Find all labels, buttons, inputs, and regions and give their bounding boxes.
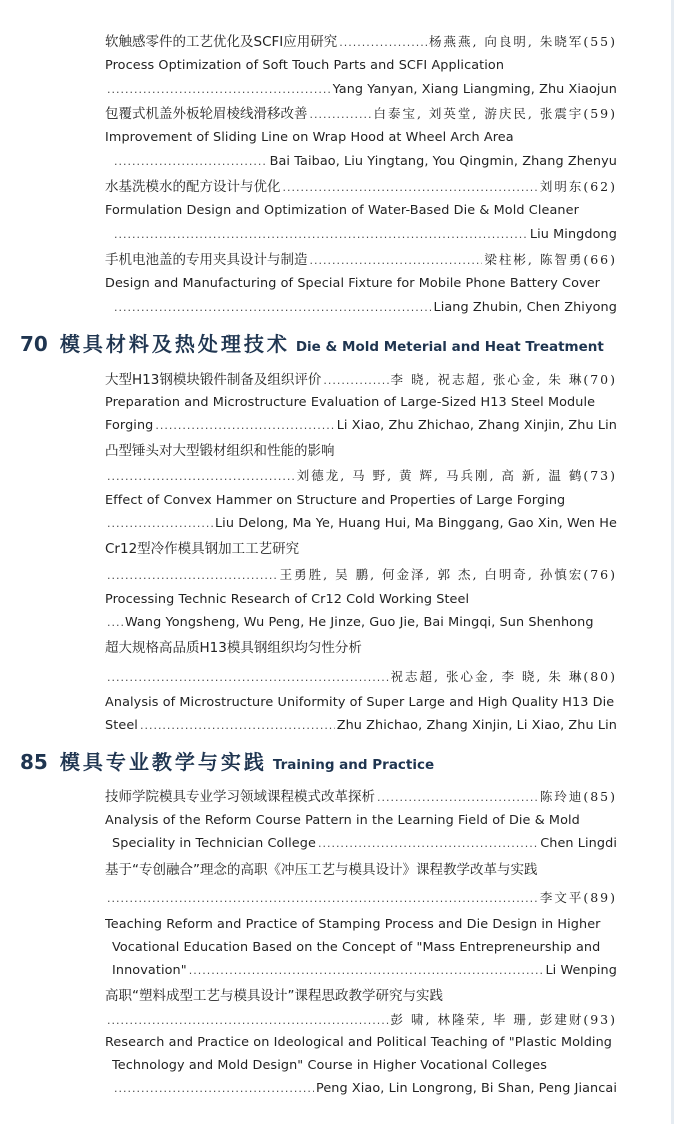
entry-title-en-cont (112, 961, 617, 981)
leader-dots (283, 178, 538, 198)
leader-dots (107, 80, 331, 100)
entry-authors-en-row (105, 613, 617, 633)
entry-authors-zh: 杨燕燕, 向良明, 朱晓军(55) (428, 34, 617, 49)
toc-entry-80[interactable]: 超大规格高品质H13模具钢组织均匀性分析 (105, 640, 362, 656)
entry-title-en: Design and Manufacturing of Special Fixture for Mobile Phone Battery Cover (105, 276, 601, 291)
leader-dots (310, 105, 372, 125)
leader-dots (114, 1079, 314, 1099)
entry-title-zh: 软触感零件的工艺优化及SCFI应用研究 (105, 34, 338, 50)
entry-title-en: Effect of Convex Hammer on Structure and Properties of Large Forging (105, 493, 566, 508)
entry-title-zh: 水基洗模水的配方设计与优化 (105, 179, 281, 195)
leader-dots (114, 152, 268, 172)
section-title-zh: 模具专业教学与实践 (59, 750, 267, 774)
section-number: 85 (20, 750, 48, 774)
toc-entry-66[interactable] (105, 250, 617, 271)
toc-entry-93[interactable]: 高职“塑料成型工艺与模具设计”课程思政教学研究与实践 (105, 988, 443, 1004)
entry-title-en: Teaching Reform and Practice of Stamping Process and Die Design in Higher (105, 917, 601, 932)
toc-entry-70[interactable] (105, 370, 617, 391)
leader-dots (107, 467, 295, 487)
entry-authors-en: Zhu Zhichao, Zhang Xinjin, Li Xiao, Zhu Lin (336, 718, 617, 733)
entry-authors-en-row (112, 152, 617, 172)
leader-dots (114, 298, 431, 318)
leader-dots (155, 416, 334, 436)
entry-authors-en: Li Wenping (545, 963, 617, 978)
entry-authors-en-row (112, 298, 617, 318)
entry-title-en: Analysis of Microstructure Uniformity of Super Large and High Quality H13 Die (105, 695, 615, 710)
toc-entry-73[interactable]: 凸型锤头对大型锻材组织和性能的影响 (105, 443, 335, 459)
entry-title-en-line2: Vocational Education Based on the Concept of "Mass Entrepreneurship and (112, 940, 601, 955)
section-number: 70 (20, 332, 48, 356)
entry-title-zh: 大型H13钢模块锻件制备及组织评价 (105, 372, 322, 388)
section-heading-85[interactable] (20, 746, 634, 775)
entry-title-en: Formulation Design and Optimization of Water-Based Die & Mold Cleaner (105, 203, 579, 218)
entry-authors-zh: 白泰宝, 刘英堂, 游庆民, 张震宇(59) (373, 106, 617, 121)
section-title-zh: 模具材料及热处理技术 (59, 332, 290, 356)
entry-authors-zh: 刘德龙, 马 野, 黄 辉, 马兵刚, 高 新, 温 鹤(73) (296, 468, 617, 483)
entry-title-en-cont (105, 716, 617, 736)
leader-dots (323, 371, 388, 391)
entry-authors-zh-row (105, 1010, 617, 1031)
entry-title-en: Analysis of the Reform Course Pattern in the Learning Field of Die & Mold (105, 813, 580, 828)
entry-title-en-cont (105, 416, 617, 436)
entry-authors-en-row (105, 80, 617, 100)
entry-authors-zh-row (105, 888, 617, 909)
leader-dots (107, 1011, 389, 1031)
toc-entry-89[interactable]: 基于“专创融合”理念的高职《冲压工艺与模具设计》课程教学改革与实践 (105, 862, 538, 878)
entry-authors-en: Chen Lingdi (540, 836, 617, 851)
leader-dots (107, 613, 123, 633)
leader-dots (107, 668, 389, 688)
entry-title-en: Improvement of Sliding Line on Wrap Hood at Wheel Arch Area (105, 130, 514, 145)
entry-authors-zh: 刘明东(62) (539, 179, 617, 194)
leader-dots (310, 251, 483, 271)
entry-title-zh: 手机电池盖的专用夹具设计与制造 (105, 252, 308, 268)
leader-dots (377, 788, 538, 808)
entry-title-en: Preparation and Microstructure Evaluation of Large-Sized H13 Steel Module (105, 395, 596, 410)
leader-dots (107, 566, 278, 586)
section-heading-70[interactable] (20, 328, 634, 357)
entry-authors-en: Liang Zhubin, Chen Zhiyong (433, 300, 617, 315)
entry-authors-en-row (105, 514, 617, 534)
toc-entry-85[interactable] (105, 787, 617, 808)
entry-authors-zh: 李文平(89) (539, 890, 617, 905)
entry-authors-en: Liu Mingdong (529, 227, 617, 242)
entry-title-en: Processing Technic Research of Cr12 Cold Working Steel (105, 592, 470, 607)
entry-authors-en-row (112, 225, 617, 245)
entry-authors-zh: 李 晓, 祝志超, 张心金, 朱 琳(70) (390, 372, 617, 387)
entry-authors-zh: 祝志超, 张心金, 李 晓, 朱 琳(80) (390, 669, 617, 684)
entry-authors-en-row (112, 1079, 617, 1099)
leader-dots (339, 33, 427, 53)
toc-entry-55[interactable] (105, 32, 617, 53)
entry-authors-en: Wang Yongsheng, Wu Peng, He Jinze, Guo Jie, Bai Mingqi, Sun Shenhong (125, 615, 594, 630)
toc-entry-76[interactable]: Cr12型冷作模具钢加工工艺研究 (105, 541, 300, 557)
toc-entry-62[interactable] (105, 177, 617, 198)
entry-authors-en: Liu Delong, Ma Ye, Huang Hui, Ma Binggang, Gao Xin, Wen He (214, 516, 617, 531)
entry-title-en-cont (112, 834, 617, 854)
entry-authors-en: Peng Xiao, Lin Longrong, Bi Shan, Peng Jiancai (315, 1081, 617, 1096)
leader-dots (107, 514, 213, 534)
entry-title-en-line2: Speciality in Technician College (112, 836, 316, 851)
leader-dots (140, 716, 335, 736)
leader-dots (318, 834, 538, 854)
entry-authors-en: Yang Yanyan, Xiang Liangming, Zhu Xiaojun (332, 82, 617, 97)
toc-entry-59[interactable] (105, 104, 617, 125)
entry-title-zh: 包覆式机盖外板轮眉棱线滑移改善 (105, 106, 308, 122)
entry-authors-zh: 陈玲迪(85) (539, 789, 617, 804)
entry-authors-zh: 彭 啸, 林隆荣, 毕 珊, 彭建财(93) (390, 1012, 617, 1027)
entry-title-en-line2: Steel (105, 718, 138, 733)
entry-authors-zh-row (105, 565, 617, 586)
entry-authors-en: Bai Taibao, Liu Yingtang, You Qingmin, Zhang Zhenyu (269, 154, 617, 169)
entry-authors-zh-row (105, 466, 617, 487)
leader-dots (107, 889, 538, 909)
entry-title-zh: 技师学院模具专业学习领域课程模式改革探析 (105, 789, 375, 805)
entry-authors-zh-row (105, 667, 617, 688)
entry-title-en-line2: Forging (105, 418, 154, 433)
leader-dots (189, 961, 544, 981)
entry-title-en-line3: Innovation" (112, 963, 187, 978)
section-title-en: Die & Mold Meterial and Heat Treatment (295, 339, 604, 355)
entry-authors-zh: 王勇胜, 吴 鹏, 何金泽, 郭 杰, 白明奇, 孙慎宏(76) (279, 567, 617, 582)
entry-authors-en: Li Xiao, Zhu Zhichao, Zhang Xinjin, Zhu Lin (336, 418, 617, 433)
section-title-en: Training and Practice (272, 757, 435, 773)
leader-dots (114, 225, 528, 245)
entry-title-en: Research and Practice on Ideological and Political Teaching of "Plastic Molding (105, 1035, 613, 1050)
entry-title-en: Process Optimization of Soft Touch Parts and SCFI Application (105, 58, 505, 73)
entry-authors-zh: 梁柱彬, 陈智勇(66) (484, 252, 617, 267)
entry-title-en-line2: Technology and Mold Design" Course in Higher Vocational Colleges (112, 1058, 547, 1073)
